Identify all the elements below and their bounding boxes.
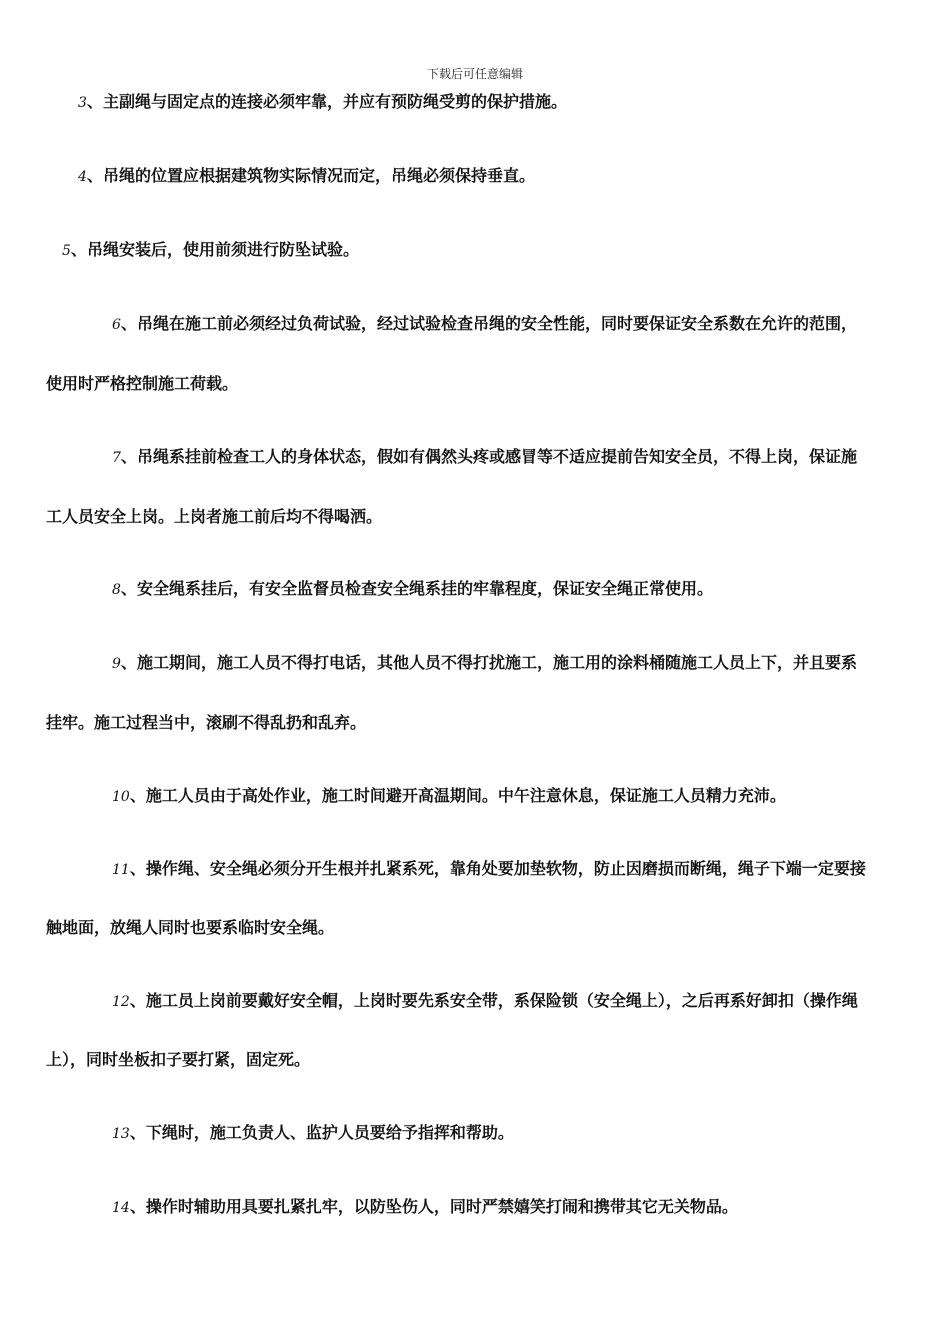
- item-number: 14: [112, 1200, 130, 1216]
- list-item-9-continuation: [46, 712, 366, 734]
- item-number: 12: [112, 994, 130, 1010]
- list-item-10: [112, 785, 786, 808]
- item-separator: 、: [86, 166, 103, 185]
- list-item-13: [112, 1122, 514, 1145]
- item-separator: 、: [129, 786, 146, 805]
- item-number: 4: [78, 169, 87, 185]
- item-separator: 、: [120, 653, 137, 672]
- item-text: 主副绳与固定点的连接必须牢靠，并应有预防绳受剪的保护措施。: [102, 92, 567, 111]
- item-text: 施工人员由于高处作业，施工时间避开高温期间。中午注意休息，保证施工人员精力充沛。: [145, 786, 786, 805]
- item-separator: 、: [129, 859, 146, 878]
- item-separator: 、: [70, 240, 87, 259]
- item-number: 11: [112, 862, 130, 878]
- item-text: 施工员上岗前要戴好安全帽，上岗时要先系安全带，系保险锁（安全绳上），之后再系好卸扣（操作绳: [145, 991, 858, 1010]
- item-number: 7: [112, 450, 121, 466]
- item-separator: 、: [120, 314, 137, 333]
- item-text: 吊绳在施工前必须经过负荷试验，经过试验检查吊绳的安全性能，同时要保证安全系数在允许的范围，: [136, 314, 857, 333]
- list-item-3: [78, 91, 567, 114]
- list-item-7-continuation: [46, 506, 382, 528]
- item-number: 3: [78, 95, 87, 111]
- item-text: 挂牢。施工过程当中，滚刷不得乱扔和乱弃。: [46, 713, 367, 732]
- item-number: 9: [112, 656, 121, 672]
- list-item-8: [112, 578, 713, 601]
- list-item-7: [112, 446, 857, 469]
- item-text: 吊绳安装后，使用前须进行防坠试验。: [86, 240, 359, 259]
- item-number: 6: [112, 317, 121, 333]
- item-text: 操作绳、安全绳必须分开生根并扎紧系死，靠角处要加垫软物，防止因磨损而断绳，绳子下端一定要接: [145, 859, 866, 878]
- list-item-12: [112, 990, 858, 1013]
- list-item-14: [112, 1196, 738, 1219]
- item-separator: 、: [129, 991, 146, 1010]
- item-number: 5: [62, 243, 71, 259]
- list-item-9: [112, 652, 857, 675]
- item-number: 8: [112, 582, 121, 598]
- item-text: 安全绳系挂后，有安全监督员检查安全绳系挂的牢靠程度，保证安全绳正常使用。: [136, 579, 713, 598]
- item-separator: 、: [120, 579, 137, 598]
- item-text: 触地面，放绳人同时也要系临时安全绳。: [46, 918, 335, 937]
- page-header: 下载后可任意编辑: [426, 67, 523, 81]
- item-separator: 、: [129, 1197, 146, 1216]
- item-separator: 、: [129, 1123, 146, 1142]
- item-number: 13: [112, 1126, 130, 1142]
- list-item-11: [112, 858, 866, 881]
- item-text: 吊绳系挂前检查工人的身体状态，假如有偶然头疼或感冒等不适应提前告知安全员，不得上岗，保证施: [136, 447, 857, 466]
- item-text: 下绳时，施工负责人、监护人员要给予指挥和帮助。: [145, 1123, 514, 1142]
- item-number: 10: [112, 789, 130, 805]
- item-text: 工人员安全上岗。上岗者施工前后均不得喝洒。: [46, 507, 383, 526]
- list-item-5: [62, 239, 359, 262]
- item-text: 操作时辅助用具要扎紧扎牢，以防坠伤人，同时严禁嬉笑打闹和携带其它无关物品。: [145, 1197, 738, 1216]
- item-text: 上），同时坐板扣子要打紧，固定死。: [46, 1050, 311, 1069]
- list-item-6: [112, 313, 857, 336]
- item-text: 使用时严格控制施工荷载。: [46, 374, 239, 393]
- item-text: 吊绳的位置应根据建筑物实际情况而定，吊绳必须保持垂直。: [102, 166, 535, 185]
- list-item-12-continuation: [46, 1049, 310, 1071]
- list-item-4: [78, 165, 535, 188]
- item-text: 施工期间，施工人员不得打电话，其他人员不得打扰施工，施工用的涂料桶随施工人员上下，并且要系: [136, 653, 857, 672]
- item-separator: 、: [120, 447, 137, 466]
- list-item-11-continuation: [46, 917, 334, 939]
- list-item-6-continuation: [46, 373, 238, 395]
- item-separator: 、: [86, 92, 103, 111]
